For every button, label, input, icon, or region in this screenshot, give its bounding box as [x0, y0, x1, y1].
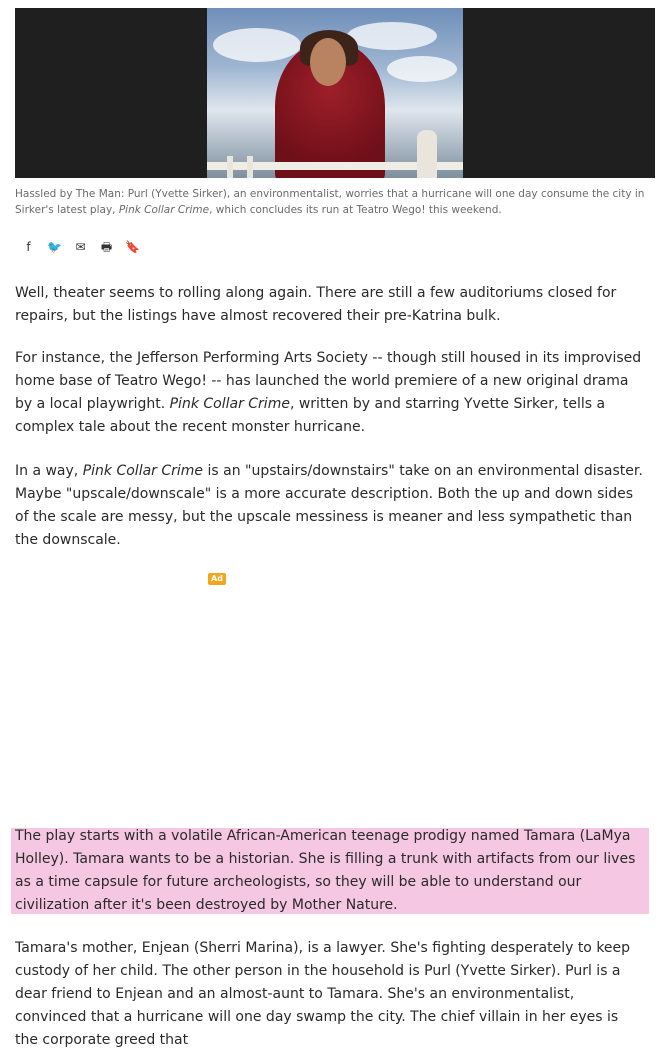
- cloud-decoration: [347, 22, 437, 50]
- article-paragraph-5: Tamara's mother, Enjean (Sherri Marina), is a lawyer. She's fighting desperately to keep custody of her child. The other person in the household is Purl (Yvette Sirker). Purl is a dear friend to Enjean and an almost-aunt to Tamara. She's an environmentalist, convinced that a hurricane will one day swamp the city. The chief villain in her eyes is the corporate greed that: [15, 940, 631, 1048]
- production-photo: [207, 8, 463, 178]
- play-title: Pink Collar Crime: [82, 463, 204, 479]
- facebook-icon[interactable]: f: [26, 240, 31, 254]
- cloud-decoration: [387, 56, 457, 82]
- ad-badge: Ad: [208, 573, 226, 585]
- photo-caption: [15, 186, 645, 218]
- article-paragraph-4[interactable]: The play starts with a volatile African-American teenage prodigy named Tamara (LaMya Holley). Tamara wants to be a historian. She is filling a trunk with artifacts from our lives as a time capsule for future archeologists, so they will be able to understand our civilization after it's been destroyed by Mother Nature.: [15, 828, 636, 913]
- actress-face: [310, 38, 346, 86]
- paragraph-text: For instance, the Jefferson Performing Arts Society -- though still housed in its improvised home base of Teatro Wego! -- has launched the world premiere of a new original drama by a local playwright.: [15, 350, 642, 412]
- article-paragraph-2: [15, 347, 645, 439]
- cloud-decoration: [213, 28, 301, 62]
- railing-post: [227, 156, 233, 178]
- paragraph-text: is an "upstairs/downstairs" take on an environmental disaster. Maybe "upscale/downscale" is a more accurate description. Both the up and down sides of the scale are messy, but the upscale messiness is meaner and less sympathetic than the downscale.: [15, 463, 643, 548]
- caption-play-title: Pink Collar Crime: [118, 204, 210, 216]
- paragraph-text: In a way,: [15, 463, 83, 479]
- email-icon[interactable]: ✉: [75, 240, 86, 254]
- paragraph-text: , written by and starring Yvette Sirker, tells a complex tale about the recent monster hurricane.: [15, 396, 606, 435]
- hero-image[interactable]: [15, 8, 655, 178]
- bookmark-icon[interactable]: 🔖: [125, 240, 140, 254]
- article-paragraph-1: Well, theater seems to rolling along again. There are still a few auditoriums closed for repairs, but the listings have almost recovered their pre-Katrina bulk.: [15, 285, 617, 324]
- railing-post: [247, 156, 253, 178]
- print-icon[interactable]: 🖶: [100, 240, 113, 254]
- article-paragraph-3: [15, 460, 645, 552]
- share-toolbar: [20, 239, 141, 255]
- caption-text: Hassled by The Man: Purl (Yvette Sirker), an environmentalist, worries that a hurricane will one day consume the city in Sirker's latest play,: [15, 188, 645, 216]
- caption-text: , which concludes its run at Teatro Wego! this weekend.: [209, 204, 502, 216]
- play-title: Pink Collar Crime: [169, 396, 290, 412]
- railing-post: [417, 130, 437, 178]
- twitter-icon[interactable]: 🐦: [47, 240, 62, 254]
